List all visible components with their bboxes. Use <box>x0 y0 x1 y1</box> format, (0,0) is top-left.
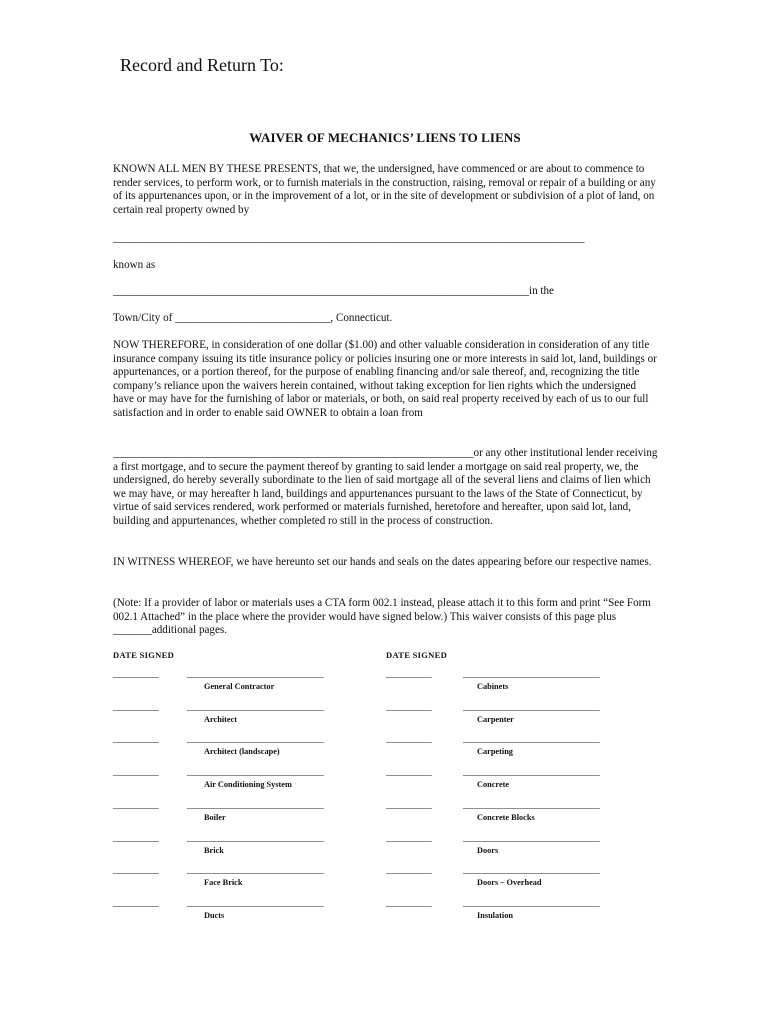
date-signed-blank[interactable]: __________ <box>113 800 159 811</box>
known-as-blank-line: ___________________________________________________________________________in the <box>113 285 554 297</box>
signature-blank[interactable]: ______________________________ <box>187 833 324 844</box>
trade-label: Boiler <box>204 812 226 822</box>
note-paragraph: (Note: If a provider of labor or materials uses a CTA form 002.1 instead, please attach it to this form and print “See Form 002.1 Attached” in the place where the provider would have signed below.) This waiver consists of this page plus _______additional pages. <box>113 597 651 637</box>
date-signed-blank[interactable]: __________ <box>386 866 432 877</box>
signature-blank[interactable]: ______________________________ <box>187 866 324 877</box>
owner-blank-line: _____________________________________________________________________________________ <box>113 232 585 244</box>
date-signed-blank[interactable]: __________ <box>386 670 432 680</box>
trade-label: Brick <box>204 845 224 855</box>
date-signed-blank[interactable]: __________ <box>386 800 432 811</box>
known-all-men-paragraph: KNOWN ALL MEN BY THESE PRESENTS, that we, the undersigned, have commenced or are about to commence to render services, to perform work, or to furnish materials in the construction, raising, removal or repair of a building or any of its appurtenances upon, or in the improvement of a lot, or in the site of development or subdivision of a plot of land, on certain real property owned by <box>113 163 656 216</box>
trade-label: General Contractor <box>204 682 275 691</box>
signature-blank[interactable]: ______________________________ <box>187 800 324 811</box>
date-signed-heading-right: DATE SIGNED <box>386 650 448 660</box>
signature-blank[interactable]: ______________________________ <box>187 702 324 713</box>
signature-blank[interactable]: ______________________________ <box>463 898 600 909</box>
trade-label: Doors <box>477 845 499 855</box>
date-signed-blank[interactable]: __________ <box>386 702 432 713</box>
trade-label: Architect <box>204 714 238 724</box>
date-signed-blank[interactable]: __________ <box>113 768 159 779</box>
trade-label: Carpeting <box>477 747 513 757</box>
trade-label: Doors – Overhead <box>477 878 542 888</box>
date-signed-heading-left: DATE SIGNED <box>113 650 175 660</box>
signature-blank[interactable]: ______________________________ <box>463 702 600 713</box>
signature-blank[interactable]: ______________________________ <box>187 670 324 680</box>
now-therefore-paragraph: NOW THEREFORE, in consideration of one dollar ($1.00) and other valuable consideration in consideration of any title insurance company issuing its title insurance policy or policies insuring one or more interests in said lot, land, buildings or appurtenances, or a portion thereof, for the purpose of enabling financing and/or sale thereof, and, recognizing the title company’s reliance upon the waivers herein contained, without taking exception for lien rights which the undersigned have or may have for the furnishing of labor or materials, or both, on said real property received by each of us to our full satisfaction and in order to enable said OWNER to obtain a loan from <box>113 339 657 419</box>
trade-label: Ducts <box>204 910 225 920</box>
date-signed-blank[interactable]: __________ <box>386 768 432 779</box>
date-signed-blank[interactable]: __________ <box>113 866 159 877</box>
signature-blank[interactable]: ______________________________ <box>463 735 600 746</box>
signature-blank[interactable]: ______________________________ <box>187 898 324 909</box>
signature-blank[interactable]: ______________________________ <box>463 866 600 877</box>
date-signed-blank[interactable]: __________ <box>386 735 432 746</box>
signature-blank[interactable]: ______________________________ <box>463 768 600 779</box>
signature-blank[interactable]: ______________________________ <box>463 833 600 844</box>
date-signed-blank[interactable]: __________ <box>386 898 432 909</box>
signature-blank[interactable]: ______________________________ <box>463 800 600 811</box>
date-signed-blank[interactable]: __________ <box>113 898 159 909</box>
signature-blank[interactable]: ______________________________ <box>187 735 324 746</box>
town-city-line: Town/City of ____________________________, Connecticut. <box>113 312 393 324</box>
in-witness-paragraph: IN WITNESS WHEREOF, we have hereunto set our hands and seals on the dates appearing before our respective names. <box>113 556 652 568</box>
trade-label: Insulation <box>477 910 513 920</box>
signature-blank[interactable]: ______________________________ <box>187 768 324 779</box>
trade-label: Carpenter <box>477 714 514 724</box>
lender-paragraph: _________________________________________________________________or any other institutional lender receiving a first mortgage, and to secure the payment thereof by granting to said lender a mortgage on said real property, we, the undersigned, do hereby severally subordinate to the lien of said mortgage all of the several liens and claims of lien which we may have, or may hereafter h land, buildings and appurtenances pursuant to the laws of the State of Connecticut, by virtue of said services rendered, work performed or materials furnished, heretofore and hereafter, upon said lot, land, building and appurtenances, whether completed ro still in the process of construction. <box>113 447 658 527</box>
signature-blank[interactable]: ______________________________ <box>463 670 600 680</box>
trade-label: Cabinets <box>477 682 509 691</box>
date-signed-blank[interactable]: __________ <box>113 702 159 713</box>
trade-label: Architect (landscape) <box>204 747 280 757</box>
date-signed-blank[interactable]: __________ <box>386 833 432 844</box>
date-signed-blank[interactable]: __________ <box>113 833 159 844</box>
document-title: WAIVER OF MECHANICS’ LIENS TO LIENS <box>249 130 521 145</box>
date-signed-blank[interactable]: __________ <box>113 735 159 746</box>
date-signed-blank[interactable]: __________ <box>113 670 159 680</box>
record-and-return-heading: Record and Return To: <box>120 55 284 75</box>
trade-label: Concrete <box>477 780 510 790</box>
known-as-label: known as <box>113 259 156 271</box>
trade-label: Air Conditioning System <box>204 780 292 790</box>
trade-label: Face Brick <box>204 878 243 888</box>
trade-label: Concrete Blocks <box>477 812 535 822</box>
